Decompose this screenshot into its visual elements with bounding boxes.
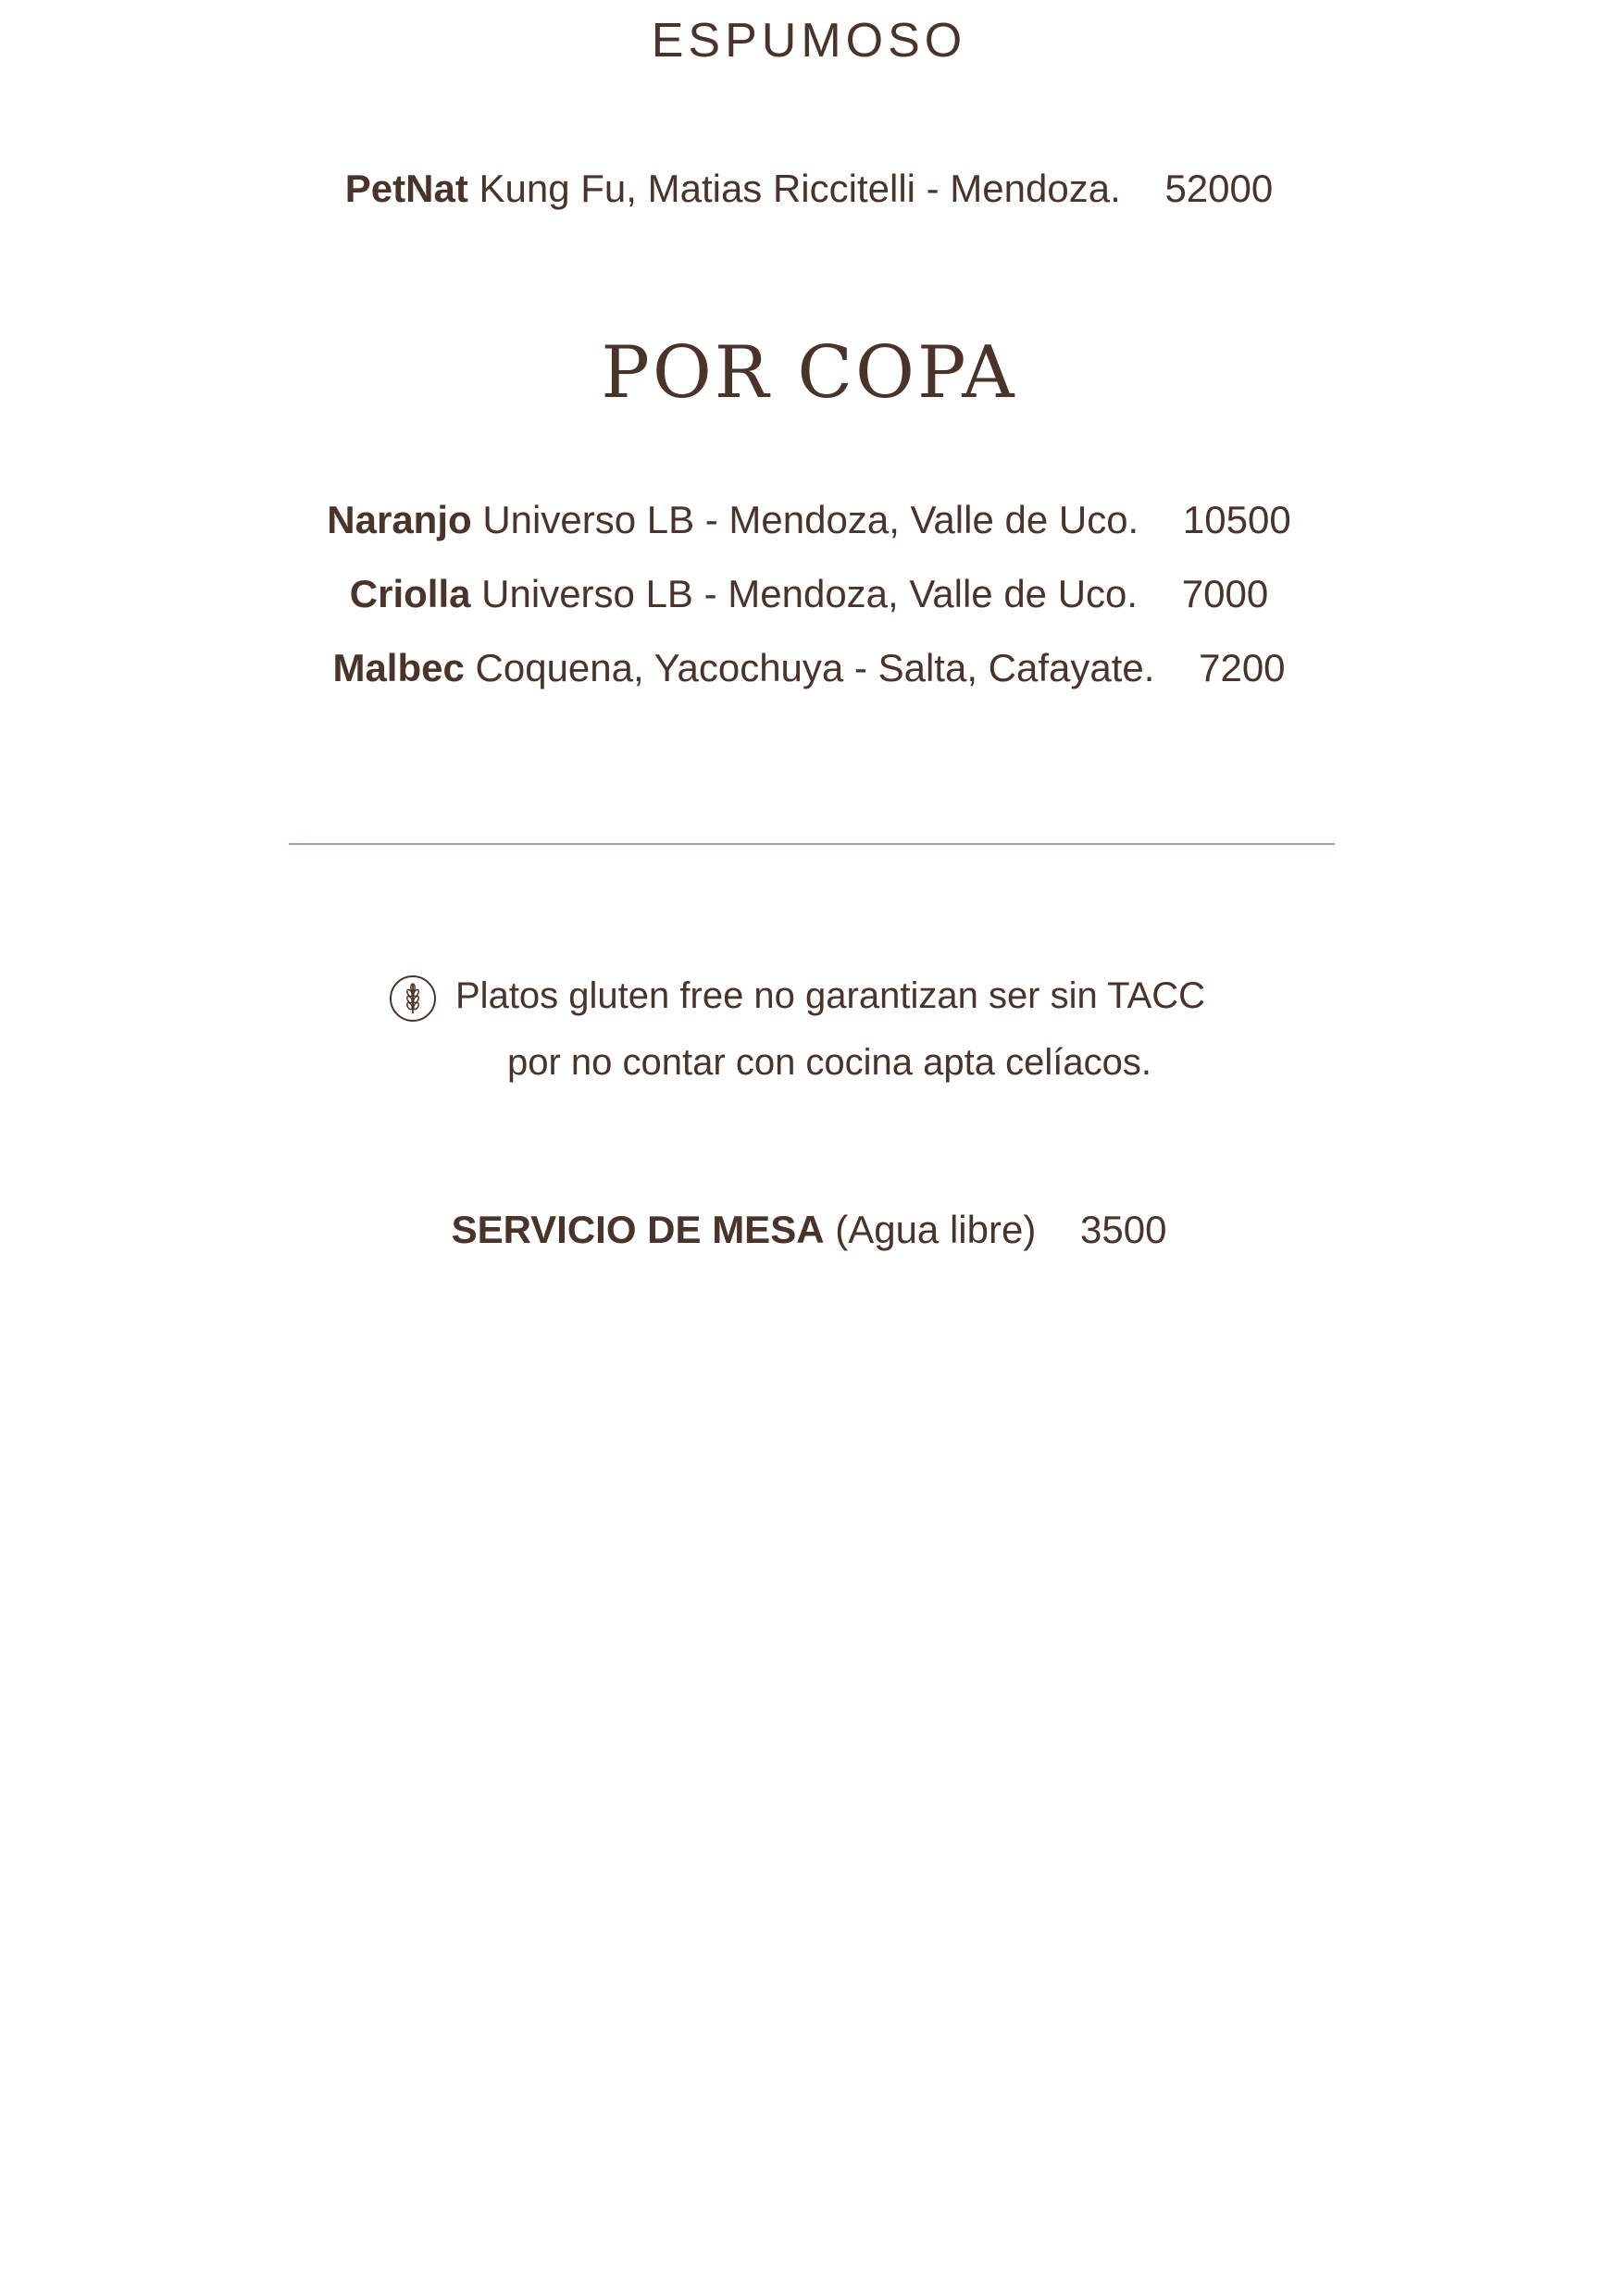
wine-name: Malbec [332, 646, 465, 689]
gluten-note-line2: por no contar con cocina apta celíacos. [507, 1042, 1151, 1083]
wine-name: Criolla [349, 572, 471, 615]
wine-price: 7200 [1199, 646, 1286, 689]
wine-description: Coquena, Yacochuya - Salta, Cafayate. [475, 646, 1155, 689]
gluten-note-line1: Platos gluten free no garantizan ser sin TACC [455, 975, 1206, 1016]
table-service-detail: (Agua libre) [835, 1208, 1037, 1251]
wine-description: Universo LB - Mendoza, Valle de Uco. [481, 572, 1139, 615]
table-service-price: 3500 [1080, 1208, 1167, 1251]
table-service-label: SERVICIO DE MESA [451, 1208, 825, 1251]
section-divider [289, 843, 1335, 845]
wine-item-naranjo [0, 498, 1618, 542]
wine-item-criolla [0, 572, 1618, 616]
wine-description: Kung Fu, Matias Riccitelli - Mendoza. [479, 167, 1121, 210]
wine-item-petnat [0, 167, 1618, 211]
section-heading-por-copa: POR COPA [601, 331, 1017, 415]
wine-price: 52000 [1164, 167, 1274, 210]
wine-name: Naranjo [327, 498, 472, 541]
wine-name: PetNat [344, 167, 468, 210]
wine-description: Universo LB - Mendoza, Valle de Uco. [482, 498, 1139, 541]
wine-price: 10500 [1182, 498, 1291, 541]
section-heading-espumoso: ESPUMOSO [651, 14, 967, 68]
table-service-line [0, 1208, 1618, 1252]
wine-item-malbec [0, 646, 1618, 690]
wheat-icon [389, 974, 437, 1023]
wine-price: 7000 [1181, 572, 1269, 615]
